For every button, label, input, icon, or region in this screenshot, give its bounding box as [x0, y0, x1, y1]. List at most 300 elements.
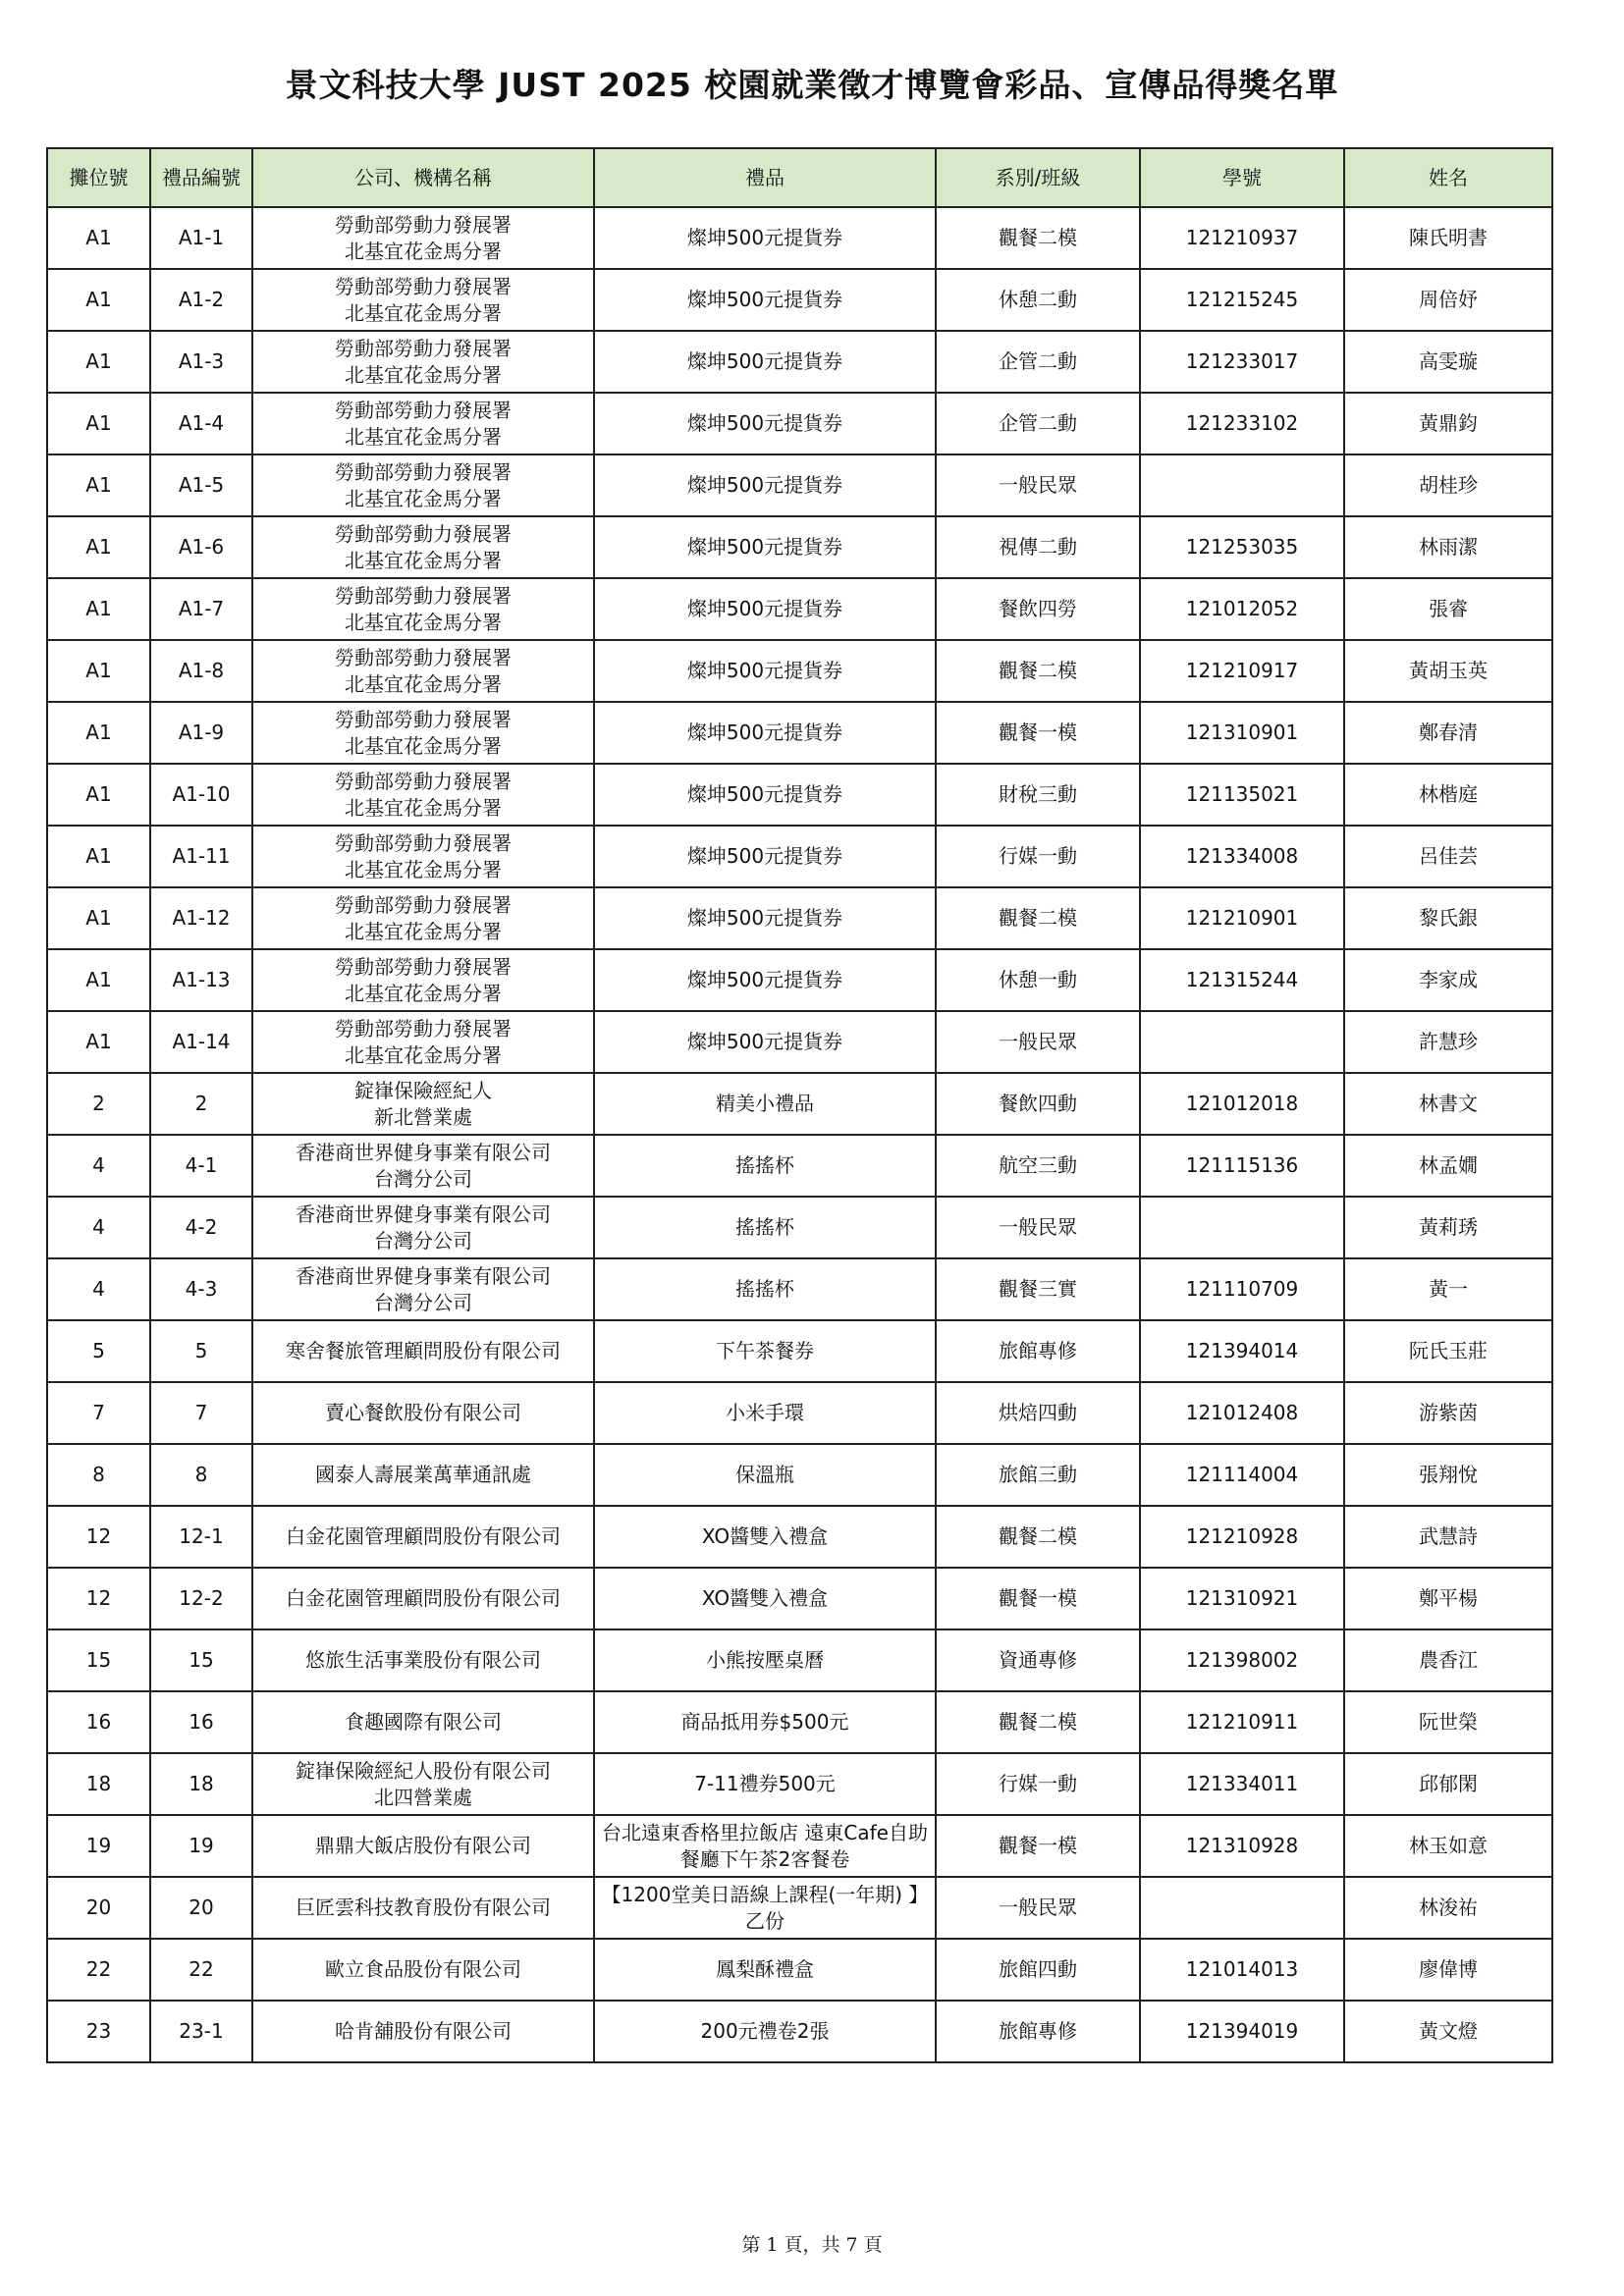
cell-company-line: 白金花園管理顧問股份有限公司 — [286, 1586, 561, 1610]
cell-company — [252, 331, 594, 393]
cell-gift-line: 台北遠東香格里拉飯店 遠東Cafe自助 — [602, 1820, 928, 1844]
cell-dept: 觀餐一模 — [936, 1568, 1140, 1629]
cell-dept: 觀餐一模 — [936, 1815, 1140, 1877]
cell-company-line: 勞動部勞動力發展署 — [335, 892, 512, 917]
cell-dept: 觀餐二模 — [936, 640, 1140, 702]
cell-booth: 5 — [47, 1320, 150, 1382]
cell-booth: 16 — [47, 1691, 150, 1753]
cell-booth: A1 — [47, 887, 150, 949]
cell-company — [252, 1815, 594, 1877]
cell-gift — [594, 1506, 936, 1568]
cell-gift-line: 搖搖杯 — [735, 1215, 794, 1239]
cell-gift-line: 搖搖杯 — [735, 1153, 794, 1177]
cell-company-line: 勞動部勞動力發展署 — [335, 398, 512, 422]
cell-booth: 18 — [47, 1753, 150, 1815]
cell-company — [252, 949, 594, 1011]
cell-student-id: 121233017 — [1140, 331, 1344, 393]
cell-company — [252, 1753, 594, 1815]
cell-name: 林浚祐 — [1344, 1877, 1552, 1939]
table-row — [47, 640, 1552, 702]
cell-gift — [594, 1691, 936, 1753]
cell-booth: 12 — [47, 1568, 150, 1629]
cell-company-line: 北基宜花金馬分署 — [345, 671, 502, 696]
cell-company — [252, 1135, 594, 1197]
cell-gift-no: 22 — [150, 1939, 252, 2001]
cell-name: 武慧詩 — [1344, 1506, 1552, 1568]
cell-gift-line: XO醬雙入禮盒 — [701, 1524, 829, 1548]
cell-student-id: 121233102 — [1140, 393, 1344, 454]
cell-company-line: 北基宜花金馬分署 — [345, 424, 502, 449]
page-title: 景文科技大學 JUST 2025 校園就業徵才博覽會彩品、宣傳品得獎名單 — [285, 66, 1339, 104]
cell-booth: A1 — [47, 826, 150, 887]
cell-gift — [594, 702, 936, 764]
table-row — [47, 331, 1552, 393]
cell-student-id: 121310921 — [1140, 1568, 1344, 1629]
cell-name: 林孟嫺 — [1344, 1135, 1552, 1197]
cell-gift-no: A1-13 — [150, 949, 252, 1011]
header-gift-no: 禮品編號 — [150, 148, 252, 207]
cell-gift — [594, 1753, 936, 1815]
cell-company-line: 北基宜花金馬分署 — [345, 795, 502, 820]
cell-name: 鄭平楊 — [1344, 1568, 1552, 1629]
awards-table — [46, 147, 1553, 2063]
cell-student-id: 121310928 — [1140, 1815, 1344, 1877]
cell-gift-no: A1-1 — [150, 207, 252, 269]
cell-company-line: 勞動部勞動力發展署 — [335, 769, 512, 793]
cell-booth: 23 — [47, 2001, 150, 2062]
cell-company-line: 哈肯舖股份有限公司 — [335, 2019, 512, 2043]
cell-gift-no: 23-1 — [150, 2001, 252, 2062]
cell-company — [252, 826, 594, 887]
cell-student-id: 121210928 — [1140, 1506, 1344, 1568]
cell-company-line: 北基宜花金馬分署 — [345, 1042, 502, 1067]
table-row — [47, 269, 1552, 331]
cell-gift-line: 燦坤500元提貨券 — [686, 411, 843, 435]
cell-company-line: 北基宜花金馬分署 — [345, 239, 502, 263]
cell-gift — [594, 1135, 936, 1197]
cell-student-id: 121110709 — [1140, 1258, 1344, 1320]
cell-company-line: 白金花園管理顧問股份有限公司 — [286, 1524, 561, 1548]
cell-student-id: 121210937 — [1140, 207, 1344, 269]
cell-company-line: 北基宜花金馬分署 — [345, 610, 502, 634]
cell-company — [252, 702, 594, 764]
cell-company — [252, 887, 594, 949]
cell-company-line: 勞動部勞動力發展署 — [335, 1016, 512, 1041]
table-row — [47, 1815, 1552, 1877]
cell-name: 呂佳芸 — [1344, 826, 1552, 887]
cell-gift — [594, 949, 936, 1011]
cell-gift — [594, 1197, 936, 1258]
cell-gift — [594, 1382, 936, 1444]
table-row — [47, 1691, 1552, 1753]
cell-company — [252, 1320, 594, 1382]
cell-booth: 22 — [47, 1939, 150, 2001]
cell-student-id: 121014013 — [1140, 1939, 1344, 2001]
cell-company-line: 勞動部勞動力發展署 — [335, 521, 512, 546]
cell-company — [252, 640, 594, 702]
header-booth: 攤位號 — [47, 148, 150, 207]
table-row — [47, 826, 1552, 887]
cell-booth: A1 — [47, 640, 150, 702]
cell-company-line: 錠嵂保險經紀人 — [354, 1078, 492, 1102]
table-row — [47, 1320, 1552, 1382]
cell-gift — [594, 269, 936, 331]
cell-dept: 觀餐一模 — [936, 702, 1140, 764]
table-row — [47, 764, 1552, 826]
cell-dept: 一般民眾 — [936, 1011, 1140, 1073]
cell-company-line: 寒舍餐旅管理顧問股份有限公司 — [286, 1339, 561, 1362]
cell-student-id: 121210917 — [1140, 640, 1344, 702]
cell-name: 張翔悅 — [1344, 1444, 1552, 1506]
cell-gift-no: 8 — [150, 1444, 252, 1506]
cell-student-id: 121114004 — [1140, 1444, 1344, 1506]
page-footer: 第 1 頁，共 7 頁 — [741, 2234, 883, 2256]
cell-gift-line: 鳳梨酥禮盒 — [716, 1957, 814, 1981]
cell-company-line: 勞動部勞動力發展署 — [335, 954, 512, 979]
cell-dept: 資通專修 — [936, 1629, 1140, 1691]
cell-company — [252, 1444, 594, 1506]
cell-company-line: 勞動部勞動力發展署 — [335, 583, 512, 608]
cell-booth: A1 — [47, 949, 150, 1011]
cell-gift — [594, 516, 936, 578]
cell-student-id: 121334008 — [1140, 826, 1344, 887]
cell-gift-no: A1-4 — [150, 393, 252, 454]
cell-dept: 一般民眾 — [936, 1877, 1140, 1939]
cell-company-line: 北基宜花金馬分署 — [345, 548, 502, 572]
cell-gift — [594, 2001, 936, 2062]
cell-name: 李家成 — [1344, 949, 1552, 1011]
cell-company-line: 國泰人壽展業萬華通訊處 — [315, 1463, 531, 1486]
cell-company — [252, 393, 594, 454]
cell-company-line: 巨匠雲科技教育股份有限公司 — [296, 1896, 551, 1919]
table-row — [47, 1135, 1552, 1197]
cell-dept: 一般民眾 — [936, 454, 1140, 516]
cell-gift-no: A1-8 — [150, 640, 252, 702]
cell-company-line: 台灣分公司 — [374, 1290, 472, 1314]
cell-dept: 休憩一動 — [936, 949, 1140, 1011]
cell-gift — [594, 1444, 936, 1506]
cell-company-line: 香港商世界健身事業有限公司 — [296, 1201, 551, 1226]
cell-company — [252, 1382, 594, 1444]
cell-company-line: 勞動部勞動力發展署 — [335, 336, 512, 360]
cell-gift — [594, 1815, 936, 1877]
cell-company-line: 勞動部勞動力發展署 — [335, 830, 512, 855]
cell-gift — [594, 578, 936, 640]
cell-company-line: 勞動部勞動力發展署 — [335, 212, 512, 237]
cell-gift-line: 小熊按壓桌曆 — [706, 1648, 824, 1672]
cell-company — [252, 578, 594, 640]
cell-company — [252, 764, 594, 826]
cell-student-id: 121315244 — [1140, 949, 1344, 1011]
cell-company — [252, 1568, 594, 1629]
table-row — [47, 2001, 1552, 2062]
cell-gift-no: 12-1 — [150, 1506, 252, 1568]
cell-student-id: 121253035 — [1140, 516, 1344, 578]
cell-name: 游紫茵 — [1344, 1382, 1552, 1444]
cell-gift-no: A1-12 — [150, 887, 252, 949]
cell-booth: 15 — [47, 1629, 150, 1691]
cell-name: 阮氏玉莊 — [1344, 1320, 1552, 1382]
table-row — [47, 1073, 1552, 1135]
cell-company-line: 北基宜花金馬分署 — [345, 981, 502, 1005]
cell-company-line: 台灣分公司 — [374, 1166, 472, 1191]
table-row — [47, 949, 1552, 1011]
cell-name: 林楷庭 — [1344, 764, 1552, 826]
cell-company-line: 台灣分公司 — [374, 1228, 472, 1253]
cell-gift-line: 燦坤500元提貨券 — [686, 968, 843, 991]
cell-company — [252, 1258, 594, 1320]
table-body — [47, 207, 1552, 2062]
cell-gift-no: 16 — [150, 1691, 252, 1753]
cell-dept: 企管二動 — [936, 331, 1140, 393]
cell-gift-line: 【1200堂美日語線上課程(一年期) 】 — [601, 1882, 929, 1906]
cell-company-line: 勞動部勞動力發展署 — [335, 459, 512, 484]
header-company: 公司、機構名稱 — [252, 148, 594, 207]
cell-name: 張睿 — [1344, 578, 1552, 640]
cell-booth: A1 — [47, 764, 150, 826]
cell-name: 黎氏銀 — [1344, 887, 1552, 949]
cell-company — [252, 454, 594, 516]
table-row — [47, 1939, 1552, 2001]
cell-gift-line: 燦坤500元提貨券 — [686, 844, 843, 868]
cell-gift-line: 燦坤500元提貨券 — [686, 535, 843, 559]
table-row — [47, 702, 1552, 764]
cell-company-line: 北基宜花金馬分署 — [345, 300, 502, 325]
cell-student-id — [1140, 1877, 1344, 1939]
cell-company — [252, 2001, 594, 2062]
cell-name: 林雨潔 — [1344, 516, 1552, 578]
cell-company — [252, 1073, 594, 1135]
cell-gift-no: 4-3 — [150, 1258, 252, 1320]
cell-gift-line: 燦坤500元提貨券 — [686, 906, 843, 930]
header-gift: 禮品 — [594, 148, 936, 207]
table-row — [47, 454, 1552, 516]
table-row — [47, 516, 1552, 578]
cell-company-line: 北基宜花金馬分署 — [345, 857, 502, 881]
cell-name: 胡桂珍 — [1344, 454, 1552, 516]
cell-student-id: 121215245 — [1140, 269, 1344, 331]
cell-company — [252, 1506, 594, 1568]
cell-student-id: 121310901 — [1140, 702, 1344, 764]
cell-booth: 7 — [47, 1382, 150, 1444]
cell-gift-line: 燦坤500元提貨券 — [686, 349, 843, 373]
cell-name: 林書文 — [1344, 1073, 1552, 1135]
cell-gift-no: A1-10 — [150, 764, 252, 826]
cell-company-line: 勞動部勞動力發展署 — [335, 274, 512, 298]
cell-booth: 8 — [47, 1444, 150, 1506]
cell-company — [252, 1629, 594, 1691]
cell-gift-no: 7 — [150, 1382, 252, 1444]
cell-company — [252, 1011, 594, 1073]
cell-student-id — [1140, 1011, 1344, 1073]
cell-dept: 航空三動 — [936, 1135, 1140, 1197]
cell-gift-line: 精美小禮品 — [716, 1092, 814, 1115]
cell-name: 阮世榮 — [1344, 1691, 1552, 1753]
cell-gift-line: 搖搖杯 — [735, 1277, 794, 1301]
cell-name: 農香江 — [1344, 1629, 1552, 1691]
cell-gift-no: 18 — [150, 1753, 252, 1815]
cell-student-id: 121394014 — [1140, 1320, 1344, 1382]
cell-company — [252, 1877, 594, 1939]
cell-company — [252, 269, 594, 331]
cell-company-line: 北四營業處 — [374, 1785, 472, 1809]
cell-gift-line: 燦坤500元提貨券 — [686, 226, 843, 249]
cell-gift — [594, 764, 936, 826]
cell-booth: A1 — [47, 578, 150, 640]
cell-company — [252, 516, 594, 578]
cell-gift-no: A1-9 — [150, 702, 252, 764]
cell-company-line: 北基宜花金馬分署 — [345, 362, 502, 387]
cell-gift-line: 燦坤500元提貨券 — [686, 597, 843, 620]
cell-gift-line: 乙份 — [745, 1908, 785, 1933]
cell-company-line: 新北營業處 — [374, 1104, 472, 1129]
cell-gift-no: 12-2 — [150, 1568, 252, 1629]
cell-company-line: 歐立食品股份有限公司 — [325, 1957, 521, 1981]
cell-gift — [594, 826, 936, 887]
cell-name: 周倍妤 — [1344, 269, 1552, 331]
cell-gift-no: 5 — [150, 1320, 252, 1382]
cell-student-id: 121135021 — [1140, 764, 1344, 826]
cell-name: 廖偉博 — [1344, 1939, 1552, 2001]
cell-company-line: 賣心餐飲股份有限公司 — [325, 1401, 521, 1424]
cell-company-line: 勞動部勞動力發展署 — [335, 645, 512, 669]
cell-booth: 19 — [47, 1815, 150, 1877]
cell-company-line: 食趣國際有限公司 — [345, 1710, 502, 1734]
table-row — [47, 1506, 1552, 1568]
cell-company-line: 勞動部勞動力發展署 — [335, 707, 512, 731]
cell-dept: 觀餐二模 — [936, 887, 1140, 949]
cell-dept: 行媒一動 — [936, 1753, 1140, 1815]
cell-gift-line: 燦坤500元提貨券 — [686, 659, 843, 682]
cell-gift — [594, 1568, 936, 1629]
cell-name: 林玉如意 — [1344, 1815, 1552, 1877]
cell-name: 許慧珍 — [1344, 1011, 1552, 1073]
cell-gift-line: 燦坤500元提貨券 — [686, 1030, 843, 1053]
cell-dept: 觀餐二模 — [936, 1506, 1140, 1568]
cell-gift — [594, 640, 936, 702]
cell-gift-line: 7-11禮券500元 — [694, 1772, 836, 1795]
table-row — [47, 1011, 1552, 1073]
cell-name: 邱郁閑 — [1344, 1753, 1552, 1815]
cell-gift — [594, 393, 936, 454]
cell-booth: 4 — [47, 1197, 150, 1258]
cell-gift-line: 小米手環 — [726, 1401, 804, 1424]
cell-gift — [594, 331, 936, 393]
cell-dept: 財稅三動 — [936, 764, 1140, 826]
cell-company — [252, 1691, 594, 1753]
cell-gift — [594, 1073, 936, 1135]
cell-student-id — [1140, 454, 1344, 516]
cell-gift — [594, 1629, 936, 1691]
cell-student-id: 121012018 — [1140, 1073, 1344, 1135]
cell-student-id: 121012408 — [1140, 1382, 1344, 1444]
table-row — [47, 1382, 1552, 1444]
cell-dept: 餐飲四動 — [936, 1073, 1140, 1135]
cell-company-line: 北基宜花金馬分署 — [345, 733, 502, 758]
cell-company-line: 錠嵂保險經紀人股份有限公司 — [296, 1758, 551, 1783]
cell-gift-line: XO醬雙入禮盒 — [701, 1586, 829, 1610]
cell-gift-line: 200元禮卷2張 — [700, 2019, 830, 2043]
cell-booth: A1 — [47, 702, 150, 764]
cell-gift-no: 19 — [150, 1815, 252, 1877]
cell-company — [252, 1939, 594, 2001]
cell-dept: 視傳二動 — [936, 516, 1140, 578]
cell-dept: 行媒一動 — [936, 826, 1140, 887]
cell-company-line: 香港商世界健身事業有限公司 — [296, 1263, 551, 1288]
header-row — [47, 148, 1552, 207]
cell-gift-no: A1-2 — [150, 269, 252, 331]
cell-gift-no: A1-11 — [150, 826, 252, 887]
cell-gift-no: 20 — [150, 1877, 252, 1939]
cell-booth: 12 — [47, 1506, 150, 1568]
cell-company-line: 香港商世界健身事業有限公司 — [296, 1140, 551, 1164]
cell-name: 黃文燈 — [1344, 2001, 1552, 2062]
cell-name: 鄭春清 — [1344, 702, 1552, 764]
cell-booth: 2 — [47, 1073, 150, 1135]
cell-dept: 休憩二動 — [936, 269, 1140, 331]
cell-name: 黃鼎鈞 — [1344, 393, 1552, 454]
table-row — [47, 1629, 1552, 1691]
cell-gift-no: A1-7 — [150, 578, 252, 640]
cell-student-id: 121012052 — [1140, 578, 1344, 640]
cell-gift — [594, 1320, 936, 1382]
cell-gift-line: 下午茶餐券 — [716, 1339, 814, 1362]
table-row — [47, 393, 1552, 454]
cell-dept: 旅館專修 — [936, 1320, 1140, 1382]
cell-booth: 20 — [47, 1877, 150, 1939]
table-row — [47, 1568, 1552, 1629]
cell-booth: A1 — [47, 331, 150, 393]
cell-gift-no: 4-2 — [150, 1197, 252, 1258]
cell-gift-line: 保溫瓶 — [735, 1463, 794, 1486]
cell-dept: 旅館三動 — [936, 1444, 1140, 1506]
cell-student-id: 121398002 — [1140, 1629, 1344, 1691]
table-row — [47, 1444, 1552, 1506]
cell-name: 黃胡玉英 — [1344, 640, 1552, 702]
cell-name: 陳氏明書 — [1344, 207, 1552, 269]
cell-gift-line: 燦坤500元提貨券 — [686, 288, 843, 311]
table-row — [47, 207, 1552, 269]
cell-booth: A1 — [47, 516, 150, 578]
cell-dept: 旅館四動 — [936, 1939, 1140, 2001]
cell-gift — [594, 207, 936, 269]
cell-name: 黃莉琇 — [1344, 1197, 1552, 1258]
cell-dept: 觀餐三實 — [936, 1258, 1140, 1320]
cell-gift-no: A1-14 — [150, 1011, 252, 1073]
cell-gift — [594, 1877, 936, 1939]
table-row — [47, 1753, 1552, 1815]
cell-student-id: 121394019 — [1140, 2001, 1344, 2062]
cell-gift — [594, 1939, 936, 2001]
cell-student-id — [1140, 1197, 1344, 1258]
cell-company — [252, 207, 594, 269]
header-name: 姓名 — [1344, 148, 1552, 207]
cell-company — [252, 1197, 594, 1258]
cell-gift — [594, 887, 936, 949]
cell-student-id: 121115136 — [1140, 1135, 1344, 1197]
cell-booth: 4 — [47, 1135, 150, 1197]
cell-booth: A1 — [47, 1011, 150, 1073]
cell-dept: 餐飲四勞 — [936, 578, 1140, 640]
cell-company-line: 悠旅生活事業股份有限公司 — [305, 1648, 541, 1672]
cell-gift-no: 2 — [150, 1073, 252, 1135]
cell-student-id: 121210901 — [1140, 887, 1344, 949]
cell-gift-line: 餐廳下午茶2客餐卷 — [679, 1846, 850, 1871]
cell-booth: A1 — [47, 207, 150, 269]
cell-company-line: 北基宜花金馬分署 — [345, 919, 502, 943]
cell-gift-line: 燦坤500元提貨券 — [686, 782, 843, 806]
cell-dept: 觀餐二模 — [936, 1691, 1140, 1753]
